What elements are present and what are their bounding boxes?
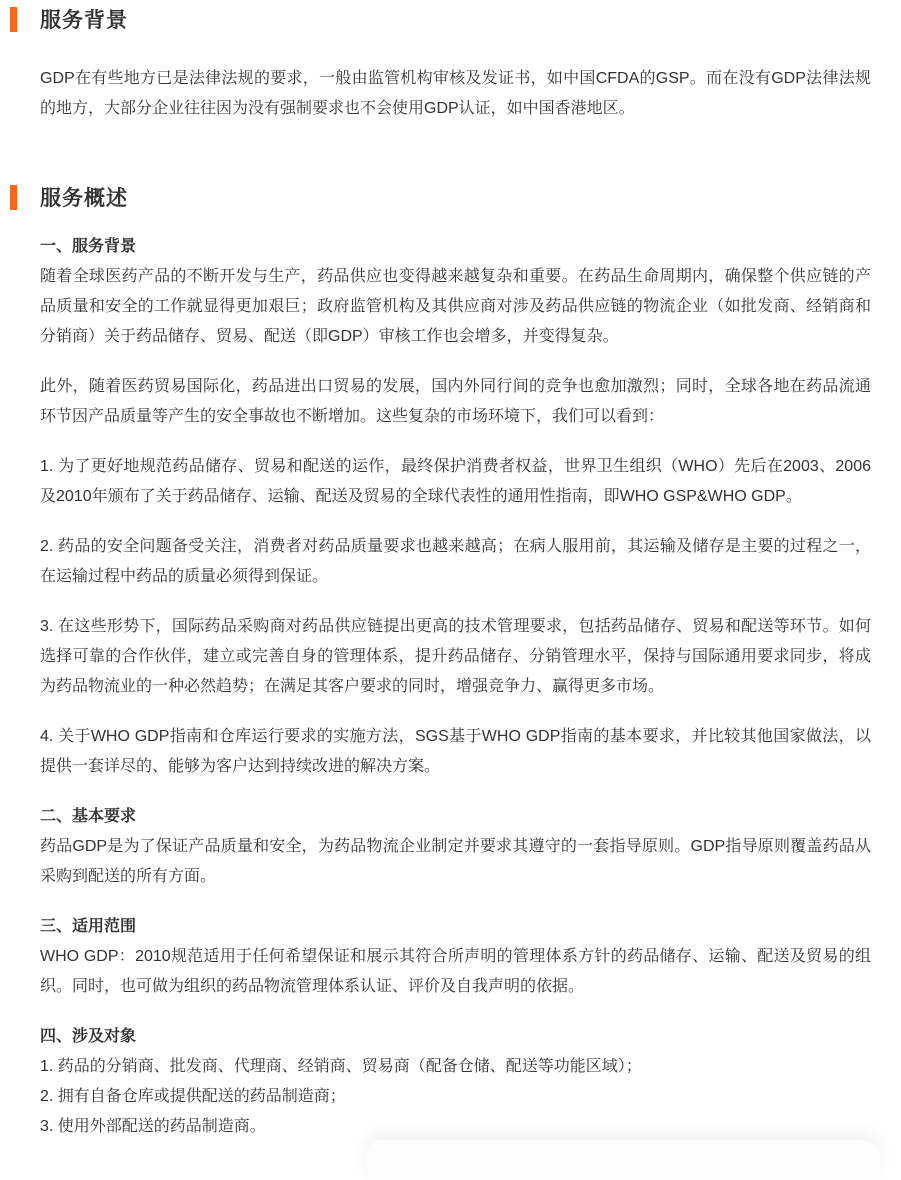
section-background-header (0, 4, 901, 34)
section-title-background: 服务背景 (40, 9, 128, 32)
list-item-3: 3. 使用外部配送的药品制造商。 (40, 1118, 266, 1135)
section-service-overview (0, 182, 901, 1142)
paragraph-s3-1: WHO GDP：2010规范适用于任何希望保证和展示其符合所声明的管理体系方针的药品储存、运输、配送及贸易的组织。同时，也可做为组织的药品物流管理体系认证、评价及自我声明的依据。 (40, 948, 871, 995)
paragraph-s1-1: 随着全球医药产品的不断开发与生产，药品供应也变得越来越复杂和重要。在药品生命周期内，确保整个供应链的产品质量和安全的工作就显得更加艰巨；政府监管机构及其供应商对涉及药品供应链的物流企业（如批发商、经销商和分销商）关于药品储存、贸易、配送（即GDP）审核工作也会增多，并变得复杂。 (40, 268, 871, 345)
next-card-shadow (365, 1140, 880, 1180)
section-background-body (0, 64, 901, 124)
accent-bar (10, 7, 17, 32)
paragraph-s1-3: 1. 为了更好地规范药品储存、贸易和配送的运作，最终保护消费者权益，世界卫生组织（WHO）先后在2003、2006及2010年颁布了关于药品储存、运输、配送及贸易的全球代表性的通用性指南，即WHO GSP&WHO GDP。 (40, 458, 871, 505)
section-title-overview: 服务概述 (40, 187, 128, 210)
list-item-2: 2. 拥有自备仓库或提供配送的药品制造商； (40, 1088, 346, 1105)
section-overview-body (0, 232, 901, 1142)
sub-heading-1: 一、服务背景 (40, 238, 137, 255)
paragraph-s1-4: 2. 药品的安全问题备受关注，消费者对药品质量要求也越来越高；在病人服用前，其运输及储存是主要的过程之一，在运输过程中药品的质量必须得到保证。 (40, 538, 871, 585)
paragraph-s1-2: 此外，随着医药贸易国际化，药品进出口贸易的发展，国内外同行间的竞争也愈加激烈；同时，全球各地在药品流通环节因产品质量等产生的安全事故也不断增加。这些复杂的市场环境下，我们可以看到： (40, 378, 871, 425)
section-service-background (0, 4, 901, 124)
paragraph-background: GDP在有些地方已是法律法规的要求，一般由监管机构审核及发证书，如中国CFDA的GSP。而在没有GDP法律法规的地方，大部分企业往往因为没有强制要求也不会使用GDP认证，如中国香港地区。 (40, 70, 871, 117)
sub-heading-3: 三、适用范围 (40, 918, 137, 935)
paragraph-s1-6: 4. 关于WHO GDP指南和仓库运行要求的实施方法，SGS基于WHO GDP指南的基本要求，并比较其他国家做法，以提供一套详尽的、能够为客户达到持续改进的解决方案。 (40, 728, 871, 775)
paragraph-s2-1: 药品GDP是为了保证产品质量和安全，为药品物流企业制定并要求其遵守的一套指导原则。GDP指导原则覆盖药品从采购到配送的所有方面。 (40, 838, 871, 885)
section-overview-header (0, 182, 901, 212)
sub-heading-4: 四、涉及对象 (40, 1028, 137, 1045)
list-item-1: 1. 药品的分销商、批发商、代理商、经销商、贸易商（配备仓储、配送等功能区域）； (40, 1058, 642, 1075)
accent-bar (10, 185, 17, 210)
sub-heading-2: 二、基本要求 (40, 808, 137, 825)
paragraph-s1-5: 3. 在这些形势下，国际药品采购商对药品供应链提出更高的技术管理要求，包括药品储存、贸易和配送等环节。如何选择可靠的合作伙伴，建立或完善自身的管理体系，提升药品储存、分销管理水平，保持与国际通用要求同步，将成为药品物流业的一种必然趋势；在满足其客户要求的同时，增强竞争力、赢得更多市场。 (40, 618, 871, 695)
